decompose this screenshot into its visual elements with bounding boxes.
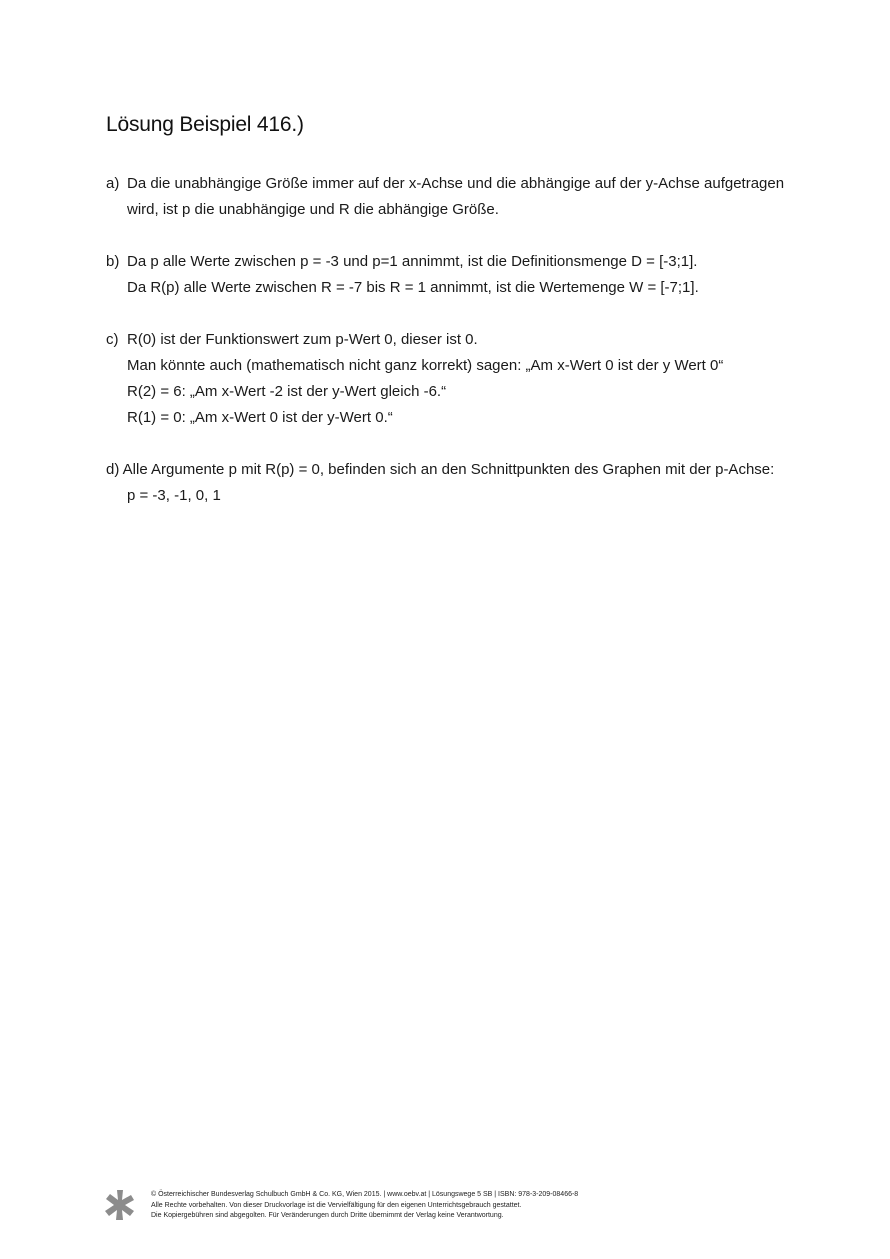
item-d-line-2: p = -3, -1, 0, 1 (127, 487, 221, 504)
item-c-line-1: R(0) ist der Funktionswert zum p-Wert 0, dieser ist 0. (127, 331, 478, 348)
footer-copyright (151, 1190, 578, 1222)
item-b-line-1: Da p alle Werte zwischen p = -3 und p=1 annimmt, ist die Definitionsmenge D = [-3;1]. (127, 253, 698, 270)
item-a-line-1: Da die unabhängige Größe immer auf der x-Achse und die abhängige auf der y-Achse aufgetragen (127, 175, 785, 192)
item-b-line-2: Da R(p) alle Werte zwischen R = -7 bis R = 1 annimmt, ist die Wertemenge W = [-7;1]. (127, 279, 699, 296)
item-c-line-4: R(1) = 0: „Am x-Wert 0 ist der y-Wert 0.“ (127, 409, 393, 426)
item-c-label: c) (106, 331, 119, 348)
item-a-line-2: wird, ist p die unabhängige und R die abhängige Größe. (127, 201, 499, 218)
item-c-line-2: Man könnte auch (mathematisch nicht ganz korrekt) sagen: „Am x-Wert 0 ist der y Wert 0“ (127, 357, 724, 374)
footer-line-2: Alle Rechte vorbehalten. Von dieser Druckvorlage ist die Vervielfältigung für den eigenen Unterrichtsgebrauch gestattet. (151, 1201, 522, 1209)
oebv-logo-icon (104, 1189, 136, 1221)
item-d-line-1: d) Alle Argumente p mit R(p) = 0, befinden sich an den Schnittpunkten des Graphen mit der p-Achse: (106, 461, 775, 478)
item-c-line-3: R(2) = 6: „Am x-Wert -2 ist der y-Wert gleich -6.“ (127, 383, 447, 400)
footer-line-3: Die Kopiergebühren sind abgegolten. Für Veränderungen durch Dritte übernimmt der Verlag keine Verantwortung. (151, 1212, 504, 1219)
footer-line-1: © Österreichischer Bundesverlag Schulbuch GmbH & Co. KG, Wien 2015. | www.oebv.at | Lösungswege 5 SB | ISBN: 978-3-209-08466-8 (151, 1191, 579, 1198)
item-b-label: b) (106, 253, 120, 270)
item-a-label: a) (106, 175, 120, 192)
page-title: Lösung Beispiel 416.) (106, 113, 304, 136)
